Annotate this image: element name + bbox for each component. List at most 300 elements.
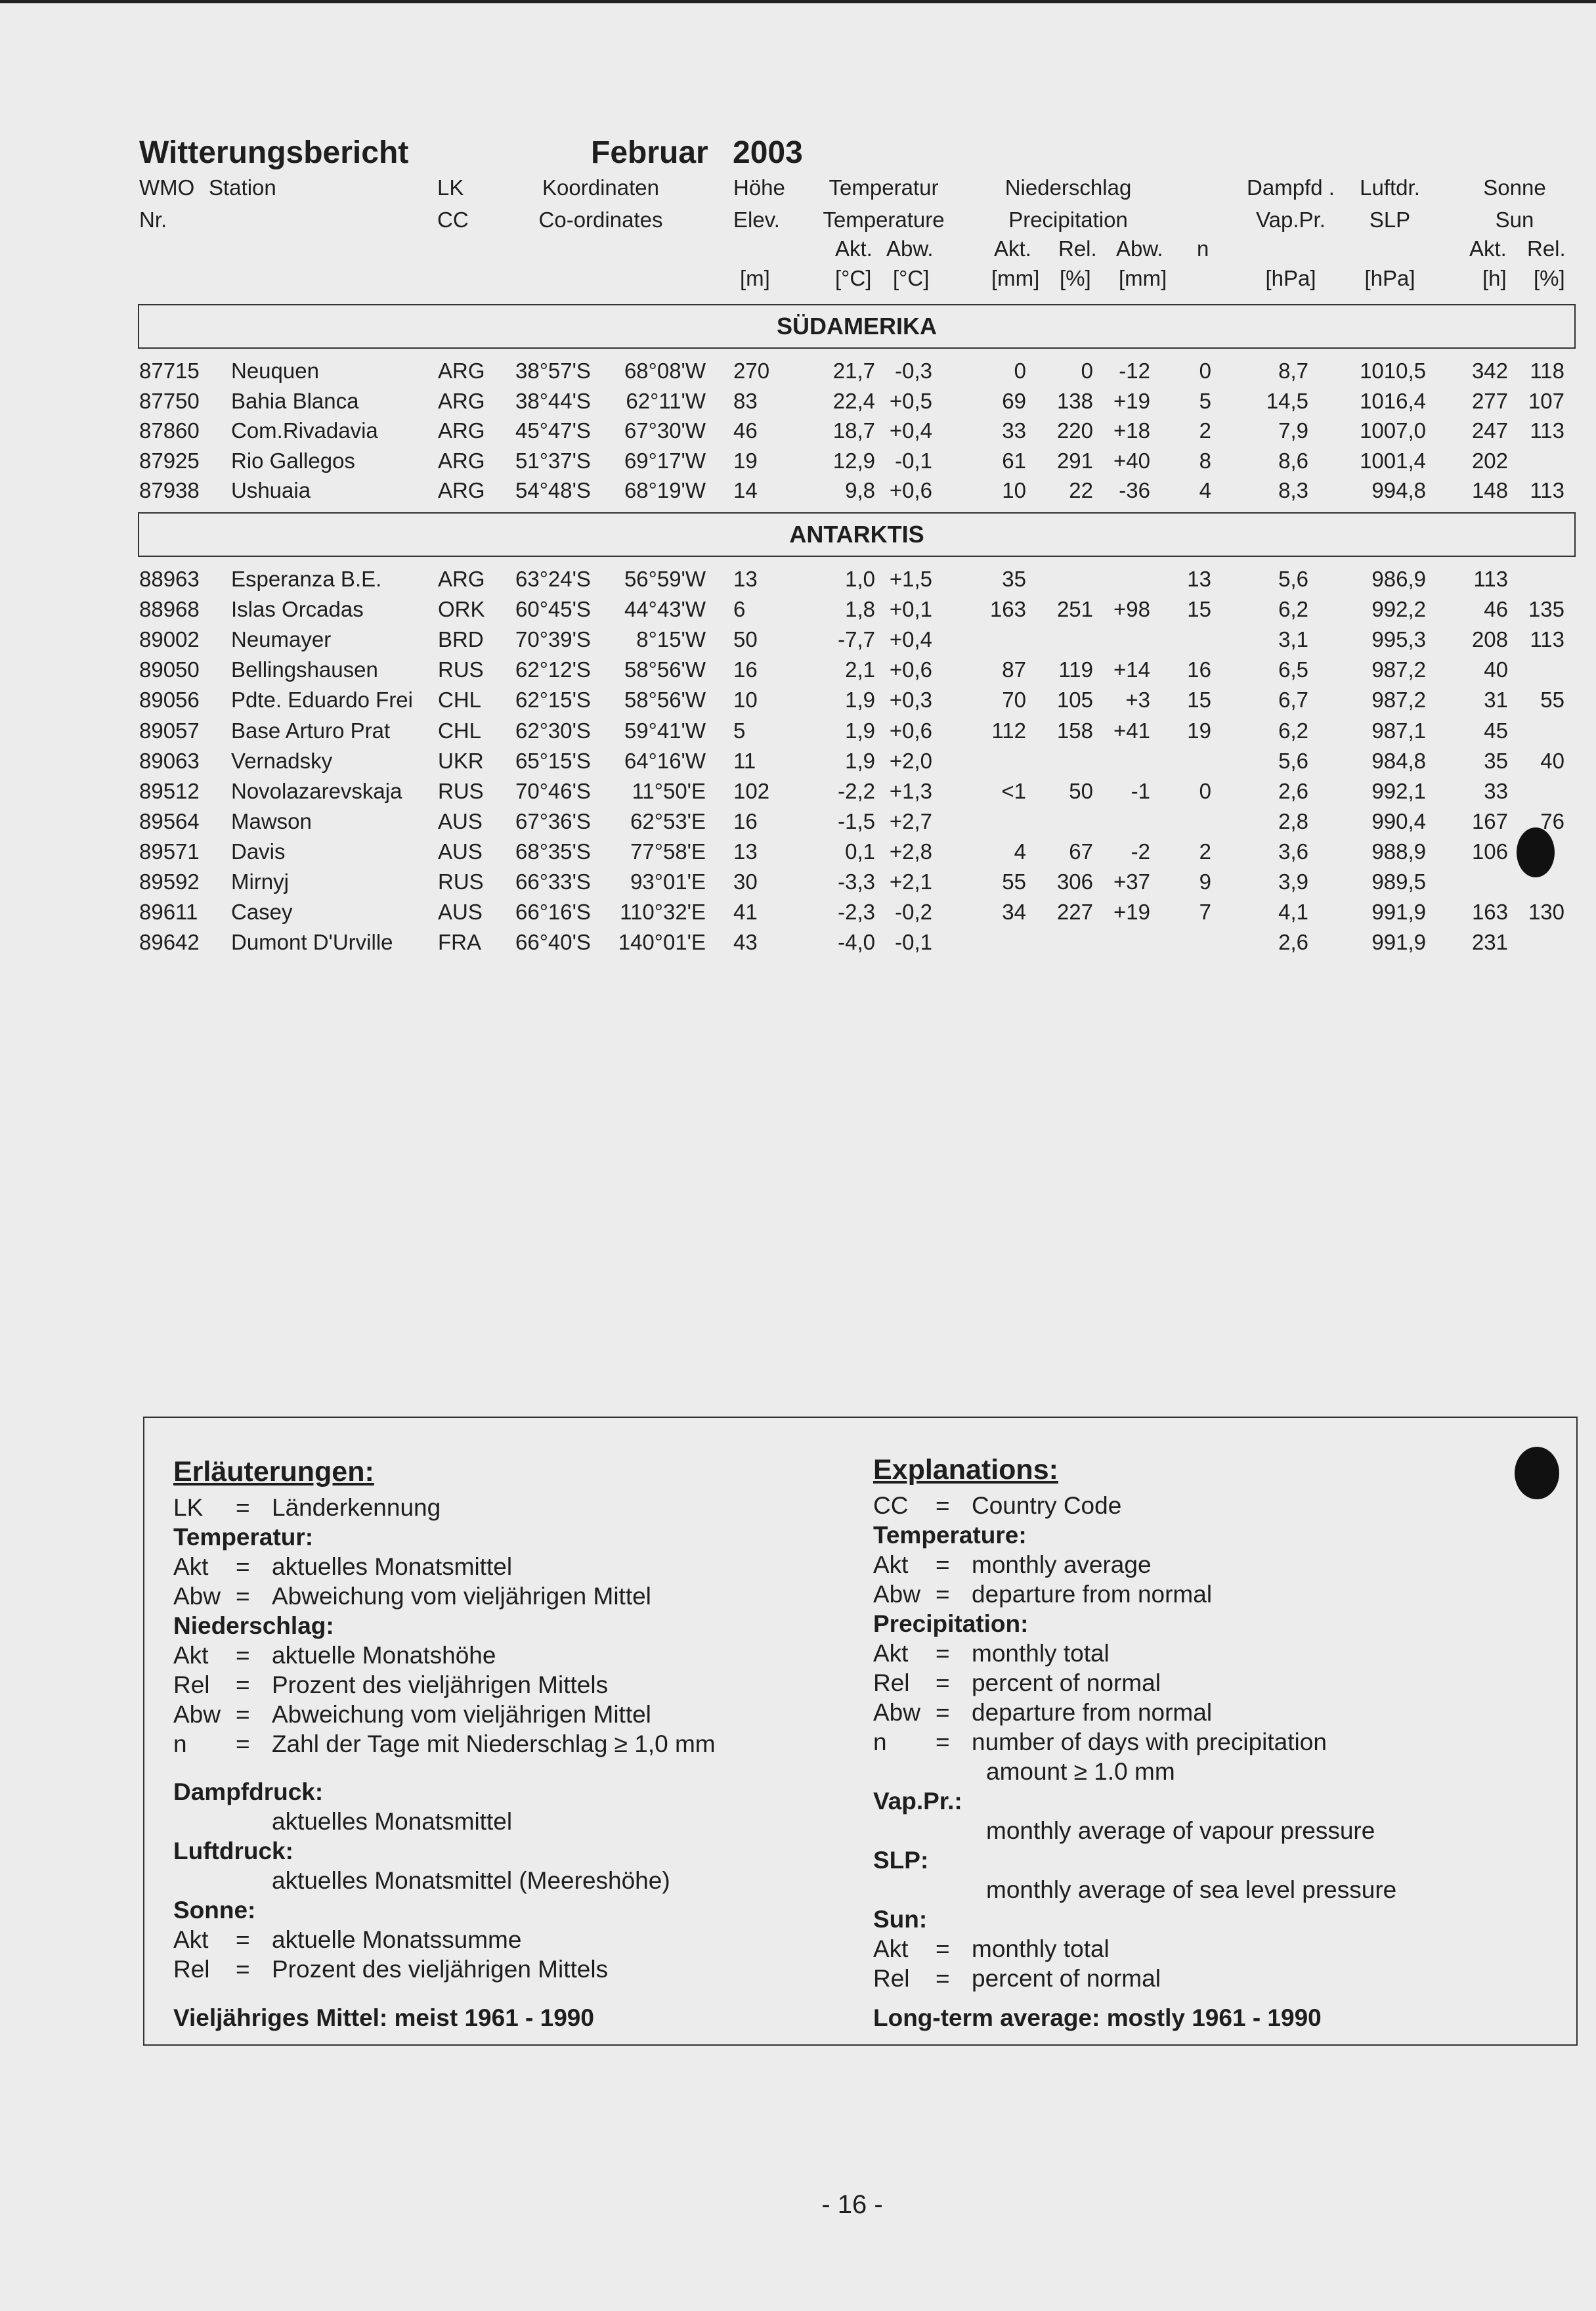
col-sun-akt-unit: [h] (1482, 266, 1507, 290)
cell-t-abw: +2,0 (889, 748, 932, 773)
col-lk: LK (437, 175, 464, 200)
cell-s-akt: 33 (1484, 778, 1508, 803)
cell-lat: 66°33'S (515, 869, 591, 894)
cell-t-abw: -0,1 (895, 930, 932, 955)
cell-slp: 987,2 (1371, 688, 1426, 713)
cell-t-abw: +0,1 (889, 597, 932, 622)
cell-vp: 6,5 (1278, 657, 1308, 682)
cell-lk: ARG (438, 388, 485, 413)
legend-definition: percent of normal (972, 1669, 1161, 1696)
cell-s-akt: 31 (1484, 688, 1508, 713)
cell-elev: 16 (733, 657, 758, 682)
cell-n: 2 (1199, 418, 1211, 443)
legend-equals: = (936, 1551, 950, 1578)
cell-s-rel: 76 (1540, 808, 1564, 833)
col-prec-n: n (1197, 236, 1209, 261)
cell-p-rel: 227 (1056, 900, 1093, 925)
legend-key: Akt (173, 1642, 209, 1669)
cell-p-abw: +41 (1113, 718, 1150, 743)
cell-station: Base Arturo Prat (231, 718, 391, 743)
legend-section-heading: Niederschlag: (173, 1612, 334, 1639)
cell-p-rel: 0 (1081, 359, 1093, 383)
legend-equals: = (236, 1730, 250, 1757)
cell-lat: 68°35'S (515, 839, 591, 864)
cell-t-akt: -1,5 (838, 808, 875, 833)
legend-definition: Abweichung vom vieljährigen Mittel (272, 1583, 651, 1610)
cell-elev: 16 (733, 808, 758, 833)
cell-t-abw: +2,8 (889, 839, 932, 864)
cell-lat: 38°44'S (515, 388, 591, 413)
cell-vp: 8,3 (1278, 478, 1308, 502)
cell-slp: 1010,5 (1360, 359, 1426, 383)
cell-lat: 45°47'S (515, 418, 591, 443)
cell-nr: 89642 (139, 930, 200, 955)
legend-equals: = (936, 1640, 950, 1667)
region-header (138, 304, 1576, 349)
cell-lk: RUS (438, 869, 484, 894)
legend-key: Abw (873, 1581, 920, 1608)
scan-edge (0, 0, 1596, 3)
col-vappr: Vap.Pr. (1256, 208, 1326, 232)
cell-s-akt: 148 (1471, 478, 1508, 502)
cell-elev: 14 (733, 478, 758, 502)
col-nr: Nr. (139, 208, 167, 232)
legend-equals: = (236, 1494, 250, 1521)
cell-p-rel: 158 (1056, 718, 1093, 743)
cell-s-akt: 342 (1471, 359, 1508, 383)
cell-p-akt: 0 (1014, 359, 1026, 383)
report-year: 2003 (733, 135, 803, 170)
cell-n: 5 (1199, 388, 1211, 413)
cell-p-akt: 61 (1002, 448, 1026, 473)
cell-lon: 8°15'W (636, 627, 706, 652)
cell-p-abw: +19 (1113, 388, 1150, 413)
legend-key: Akt (873, 1935, 909, 1962)
col-temp-abw: Abw. (886, 236, 934, 261)
col-sun-rel-unit: [%] (1534, 266, 1565, 290)
cell-vp: 2,6 (1278, 930, 1308, 955)
cell-lon: 77°58'E (630, 839, 706, 864)
col-prec-rel: Rel. (1058, 236, 1097, 261)
cell-p-rel: 220 (1056, 418, 1093, 443)
col-wmo: WMO (139, 175, 195, 200)
cell-vp: 2,8 (1278, 808, 1308, 833)
col-dampfd-unit: [hPa] (1265, 266, 1316, 290)
legend-definition: monthly total (972, 1640, 1110, 1667)
legend-key: Rel (873, 1965, 910, 1992)
col-dampfd: Dampfd . (1247, 175, 1335, 200)
cell-slp: 987,2 (1371, 657, 1426, 682)
cell-t-akt: -7,7 (838, 627, 875, 652)
cell-station: Com.Rivadavia (231, 418, 378, 443)
cell-nr: 87925 (139, 448, 200, 473)
cell-n: 15 (1187, 688, 1211, 713)
cell-p-akt: 55 (1002, 869, 1026, 894)
cell-vp: 5,6 (1278, 748, 1308, 773)
cell-elev: 19 (733, 448, 758, 473)
cell-slp: 1001,4 (1360, 448, 1426, 473)
legend-continuation: monthly average of sea level pressure (986, 1876, 1397, 1903)
cell-lk: ARG (438, 567, 485, 591)
cell-elev: 43 (733, 930, 758, 955)
col-prec-rel-unit: [%] (1060, 266, 1091, 290)
cell-nr: 87715 (139, 359, 200, 383)
cell-s-akt: 113 (1473, 567, 1508, 591)
cell-p-abw: +18 (1113, 418, 1150, 443)
cell-nr: 89002 (139, 627, 200, 652)
legend-equals: = (236, 1926, 250, 1953)
cell-t-abw: -0,1 (895, 448, 932, 473)
cell-p-rel: 138 (1056, 388, 1093, 413)
legend-equals: = (936, 1699, 950, 1726)
cell-elev: 10 (733, 688, 758, 713)
cell-nr: 89592 (139, 869, 200, 894)
cell-elev: 13 (733, 567, 758, 591)
cell-p-abw: +14 (1113, 657, 1150, 682)
legend-key: Abw (173, 1583, 221, 1610)
legend-key: Akt (173, 1553, 209, 1580)
legend-section-heading: Sonne: (173, 1897, 256, 1924)
cell-station: Vernadsky (231, 748, 333, 773)
legend-definition: departure from normal (972, 1699, 1213, 1726)
col-temp-akt: Akt. (835, 236, 873, 261)
legend-key: Akt (873, 1551, 909, 1578)
cell-s-akt: 163 (1471, 900, 1508, 925)
cell-lk: ORK (438, 597, 485, 622)
cell-vp: 2,6 (1278, 778, 1308, 803)
legend-section-heading: SLP: (873, 1847, 929, 1874)
legend-heading: Explanations: (873, 1454, 1058, 1486)
cell-t-akt: 18,7 (832, 418, 875, 443)
cell-lon: 69°17'W (624, 448, 706, 473)
cell-slp: 992,2 (1371, 597, 1426, 622)
col-niederschlag: Niederschlag (1004, 175, 1132, 200)
report-title: Witterungsbericht (139, 135, 409, 170)
cell-elev: 41 (733, 900, 758, 925)
cell-n: 0 (1199, 359, 1211, 383)
cell-station: Bellingshausen (231, 657, 378, 682)
cell-t-abw: +0,6 (889, 657, 932, 682)
legend-continuation: aktuelles Monatsmittel (Meereshöhe) (272, 1867, 670, 1894)
cell-s-akt: 277 (1471, 388, 1508, 413)
cell-elev: 102 (733, 778, 770, 803)
cell-lk: ARG (438, 448, 485, 473)
cell-lat: 60°45'S (515, 597, 591, 622)
cell-station: Mawson (231, 808, 312, 833)
legend-equals: = (236, 1583, 250, 1610)
cell-p-akt: 34 (1002, 900, 1026, 925)
col-temperatur: Temperatur (829, 175, 939, 200)
col-prec-abw-unit: [mm] (1119, 266, 1167, 290)
legend-definition: Abweichung vom vieljährigen Mittel (272, 1701, 651, 1728)
cell-t-akt: 21,7 (832, 359, 875, 383)
col-slp: SLP (1369, 208, 1411, 232)
cell-t-akt: 22,4 (832, 388, 875, 413)
cell-nr: 87750 (139, 388, 200, 413)
cell-slp: 986,9 (1371, 567, 1426, 591)
cell-p-akt: 163 (989, 597, 1026, 622)
cell-p-rel: 22 (1069, 478, 1093, 502)
cell-p-abw: -12 (1119, 359, 1150, 383)
col-temp-akt-unit: [°C] (835, 266, 872, 290)
cell-p-abw: -2 (1131, 839, 1150, 864)
cell-p-abw: +37 (1113, 869, 1150, 894)
cell-p-rel: 291 (1056, 448, 1093, 473)
cell-lk: UKR (438, 748, 484, 773)
cell-lat: 67°36'S (515, 808, 591, 833)
cell-vp: 8,6 (1278, 448, 1308, 473)
legend-equals: = (936, 1581, 950, 1608)
cell-nr: 87860 (139, 418, 200, 443)
cell-p-akt: 112 (991, 718, 1026, 743)
cell-vp: 6,2 (1278, 718, 1308, 743)
cell-lon: 110°32'E (620, 900, 706, 925)
cell-s-akt: 106 (1471, 839, 1508, 864)
cell-nr: 89512 (139, 778, 200, 803)
cell-vp: 5,6 (1278, 567, 1308, 591)
legend-definition: Länderkennung (272, 1494, 441, 1521)
col-luftdr-unit: [hPa] (1364, 266, 1415, 290)
legend-definition: number of days with precipitation (972, 1728, 1327, 1755)
cell-lon: 67°30'W (624, 418, 706, 443)
cell-p-abw: +3 (1125, 688, 1150, 713)
cell-p-akt: 70 (1002, 688, 1026, 713)
cell-lon: 62°53'E (630, 808, 706, 833)
col-precipitation: Precipitation (1008, 208, 1128, 232)
cell-nr: 88963 (139, 567, 200, 591)
col-prec-akt-unit: [mm] (991, 266, 1040, 290)
cell-t-akt: 9,8 (845, 478, 875, 502)
cell-lk: RUS (438, 657, 484, 682)
legend-definition: aktuelle Monatssumme (272, 1926, 522, 1953)
legend-key: Akt (173, 1926, 209, 1953)
legend-definition: Prozent des vieljährigen Mittels (272, 1956, 609, 1983)
cell-elev: 83 (733, 388, 758, 413)
cell-slp: 992,1 (1371, 778, 1426, 803)
cell-n: 4 (1199, 478, 1211, 502)
cell-lon: 62°11'W (626, 388, 706, 413)
cell-lk: AUS (438, 839, 483, 864)
cell-n: 15 (1187, 597, 1211, 622)
cell-s-rel: 130 (1528, 900, 1564, 925)
cell-p-rel: 119 (1058, 657, 1093, 682)
cell-t-akt: 1,8 (845, 597, 875, 622)
legend-section-heading: Luftdruck: (173, 1838, 293, 1864)
cell-n: 8 (1199, 448, 1211, 473)
cell-t-akt: 1,0 (845, 567, 875, 591)
cell-lat: 65°15'S (515, 748, 591, 773)
cell-nr: 89057 (139, 718, 200, 743)
cell-vp: 8,7 (1278, 359, 1308, 383)
cell-t-abw: +2,7 (889, 808, 932, 833)
page-number: - 16 - (821, 2190, 883, 2219)
cell-station: Neuquen (231, 359, 319, 383)
cell-lat: 38°57'S (515, 359, 591, 383)
cell-s-rel: 107 (1528, 388, 1564, 413)
cell-t-abw: +0,6 (889, 718, 932, 743)
cell-lk: FRA (438, 930, 481, 955)
cell-p-abw: +19 (1113, 900, 1150, 925)
cell-vp: 7,9 (1278, 418, 1308, 443)
col-sun-rel: Rel. (1527, 236, 1566, 261)
col-station: Station (209, 175, 276, 200)
legend-heading: Erläuterungen: (173, 1456, 374, 1487)
cell-lk: ARG (438, 418, 485, 443)
cell-t-abw: -0,2 (895, 900, 932, 925)
cell-elev: 11 (733, 748, 756, 773)
cell-lon: 64°16'W (624, 748, 706, 773)
cell-p-akt: 35 (1002, 567, 1026, 591)
cell-station: Mirnyj (231, 869, 289, 894)
col-temp-abw-unit: [°C] (893, 266, 930, 290)
cell-nr: 89056 (139, 688, 200, 713)
cell-station: Esperanza B.E. (231, 567, 382, 591)
cell-vp: 14,5 (1266, 388, 1308, 413)
cell-s-akt: 202 (1471, 448, 1508, 473)
cell-n: 0 (1199, 778, 1211, 803)
cell-lat: 62°30'S (515, 718, 591, 743)
cell-p-akt: 10 (1002, 478, 1026, 502)
cell-t-akt: 2,1 (845, 657, 875, 682)
cell-nr: 88968 (139, 597, 200, 622)
cell-s-akt: 45 (1484, 718, 1508, 743)
cell-t-abw: +0,3 (889, 688, 932, 713)
cell-vp: 4,1 (1278, 900, 1308, 925)
cell-lk: AUS (438, 808, 483, 833)
cell-vp: 6,2 (1278, 597, 1308, 622)
region-label: ANTARKTIS (789, 521, 924, 548)
legend-continuation: amount ≥ 1.0 mm (986, 1758, 1175, 1785)
legend-key: n (873, 1728, 887, 1755)
legend-definition: aktuelle Monatshöhe (272, 1642, 496, 1669)
col-hoehe-unit: [m] (740, 266, 770, 290)
cell-lon: 59°41'W (624, 718, 706, 743)
cell-lat: 51°37'S (515, 448, 591, 473)
legend-section-heading: Temperatur: (173, 1524, 314, 1551)
cell-p-akt: 4 (1014, 839, 1026, 864)
cell-lon: 140°01'E (618, 930, 706, 955)
legend-equals: = (936, 1965, 950, 1992)
col-luftdr: Luftdr. (1360, 175, 1420, 200)
cell-elev: 6 (733, 597, 746, 622)
cell-p-akt: 69 (1002, 388, 1026, 413)
cell-lon: 58°56'W (624, 688, 706, 713)
cell-t-abw: +0,4 (889, 627, 932, 652)
cell-lat: 66°40'S (515, 930, 591, 955)
cell-t-akt: 0,1 (845, 839, 875, 864)
cell-s-rel: 118 (1530, 359, 1564, 383)
legend-definition: aktuelles Monatsmittel (272, 1553, 513, 1580)
cell-slp: 995,3 (1371, 627, 1426, 652)
legend-section-heading: Temperature: (873, 1522, 1027, 1549)
col-cc: CC (437, 208, 469, 232)
cell-s-rel: 113 (1530, 418, 1564, 443)
col-sun-akt: Akt. (1469, 236, 1507, 261)
cell-t-akt: -2,3 (838, 900, 875, 925)
cell-lat: 54°48'S (515, 478, 591, 502)
cell-t-abw: +1,3 (889, 778, 932, 803)
col-hoehe: Höhe (733, 175, 785, 200)
cell-p-akt: 33 (1002, 418, 1026, 443)
legend-key: Rel (173, 1956, 210, 1983)
cell-elev: 46 (733, 418, 758, 443)
cell-slp: 991,9 (1371, 930, 1426, 955)
legend-key: Rel (873, 1669, 910, 1696)
legend-definition: Zahl der Tage mit Niederschlag ≥ 1,0 mm (272, 1730, 716, 1757)
cell-station: Pdte. Eduardo Frei (231, 688, 413, 713)
cell-lk: ARG (438, 478, 485, 502)
cell-slp: 990,4 (1371, 808, 1426, 833)
cell-s-akt: 247 (1471, 418, 1508, 443)
cell-lon: 68°19'W (624, 478, 706, 502)
col-prec-akt: Akt. (994, 236, 1031, 261)
cell-p-abw: -36 (1119, 478, 1150, 502)
legend-definition: monthly total (972, 1935, 1110, 1962)
cell-elev: 270 (733, 359, 770, 383)
legend-key: CC (873, 1492, 909, 1519)
cell-s-rel: 113 (1530, 627, 1564, 652)
legend-key: Abw (873, 1699, 920, 1726)
cell-station: Davis (231, 839, 286, 864)
cell-lon: 68°08'W (624, 359, 706, 383)
col-temperature: Temperature (823, 208, 945, 232)
cell-slp: 984,8 (1371, 748, 1426, 773)
cell-slp: 988,9 (1371, 839, 1426, 864)
cell-n: 9 (1199, 869, 1211, 894)
cell-station: Ushuaia (231, 478, 311, 502)
cell-p-rel: 251 (1056, 597, 1093, 622)
cell-n: 16 (1187, 657, 1211, 682)
cell-slp: 987,1 (1371, 718, 1426, 743)
legend-definition: Prozent des vieljährigen Mittels (272, 1671, 609, 1698)
legend-definition: percent of normal (972, 1965, 1161, 1992)
cell-t-akt: -3,3 (838, 869, 875, 894)
legend-equals: = (936, 1669, 950, 1696)
cell-t-abw: +0,4 (889, 418, 932, 443)
cell-p-abw: -1 (1131, 778, 1150, 803)
cell-vp: 3,9 (1278, 869, 1308, 894)
cell-slp: 994,8 (1371, 478, 1426, 502)
col-koordinaten: Koordinaten (542, 175, 659, 200)
legend-equals: = (236, 1553, 250, 1580)
cell-p-rel: 50 (1069, 778, 1093, 803)
cell-p-rel: 306 (1056, 869, 1093, 894)
cell-lon: 11°50'E (632, 778, 706, 803)
cell-lk: BRD (438, 627, 484, 652)
cell-nr: 89564 (139, 808, 200, 833)
col-sonne: Sonne (1483, 175, 1546, 200)
cell-station: Neumayer (231, 627, 332, 652)
cell-n: 7 (1199, 900, 1211, 925)
cell-nr: 87938 (139, 478, 200, 502)
cell-lon: 93°01'E (630, 869, 706, 894)
cell-station: Casey (231, 900, 293, 925)
cell-lon: 56°59'W (624, 567, 706, 591)
cell-lat: 70°46'S (515, 778, 591, 803)
cell-t-akt: -2,2 (838, 778, 875, 803)
col-coordinates: Co-ordinates (538, 208, 663, 232)
cell-station: Novolazarevskaja (231, 778, 402, 803)
legend-key: n (173, 1730, 187, 1757)
cell-elev: 30 (733, 869, 758, 894)
cell-station: Islas Orcadas (231, 597, 364, 622)
cell-lon: 58°56'W (624, 657, 706, 682)
legend-key: Abw (173, 1701, 221, 1728)
cell-slp: 1016,4 (1360, 388, 1426, 413)
legend-equals: = (236, 1956, 250, 1983)
legend-definition: Country Code (972, 1492, 1122, 1519)
cell-vp: 3,1 (1278, 627, 1308, 652)
